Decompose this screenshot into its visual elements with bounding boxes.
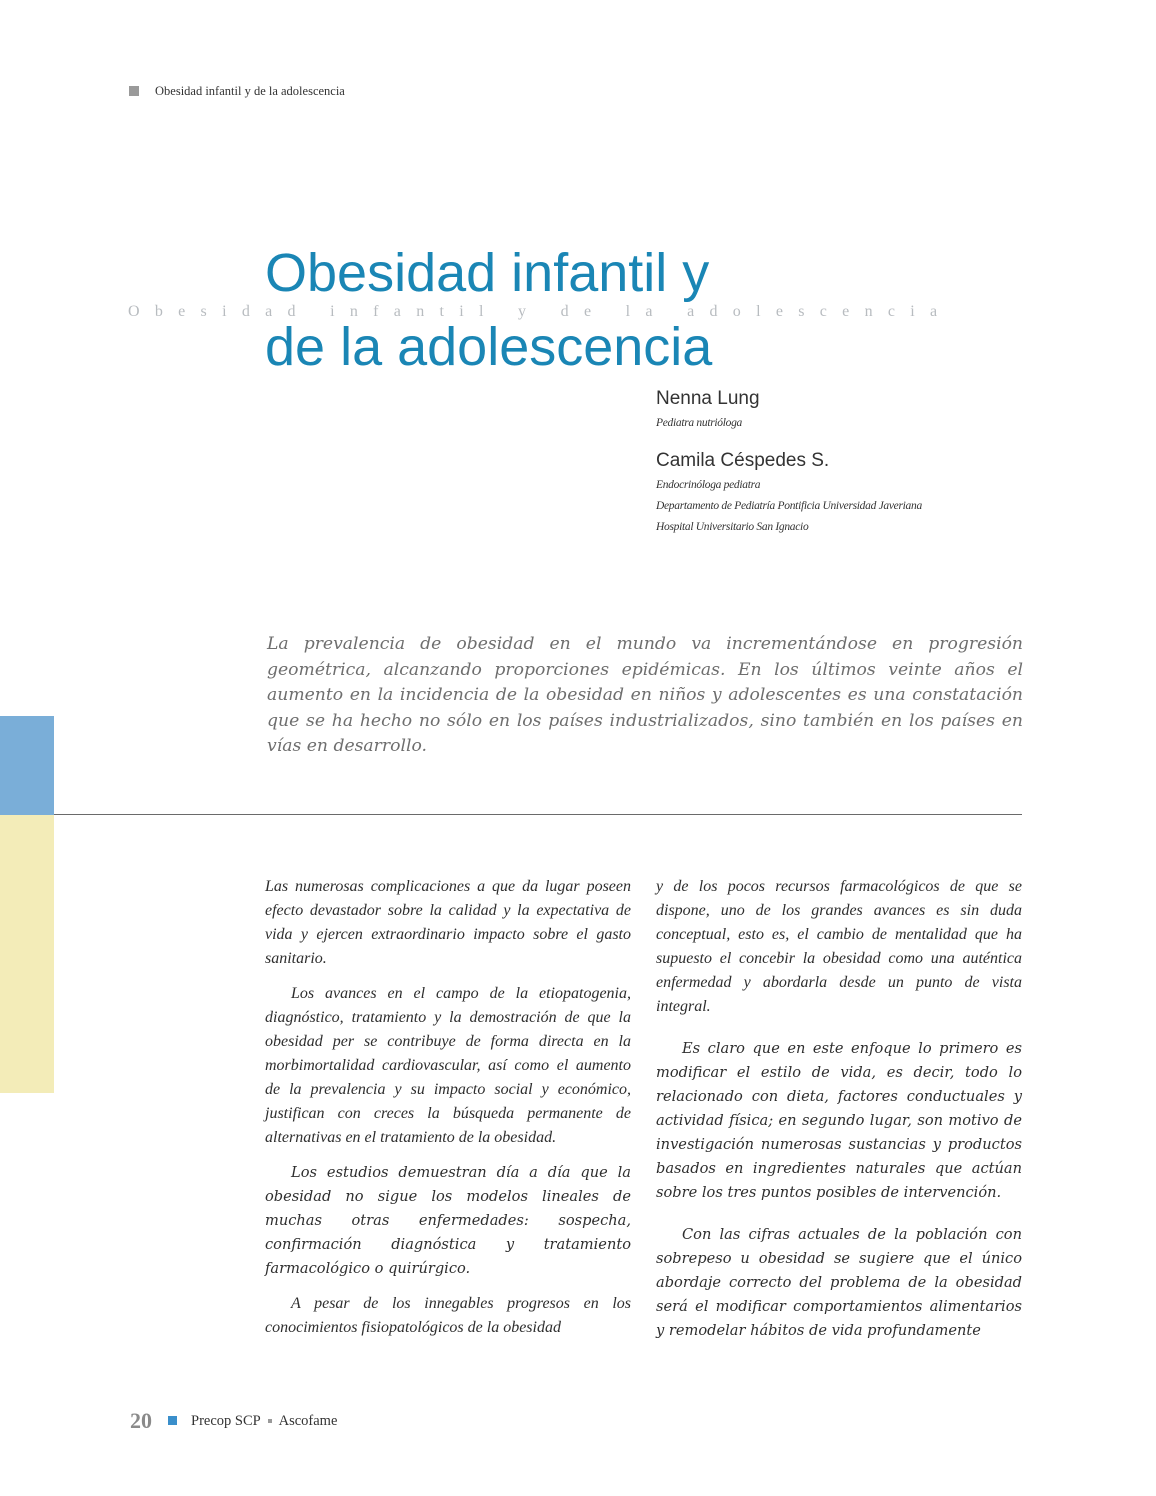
paragraph: y de los pocos recursos farmacológicos de que se dispone, uno de los grandes avances es sin duda conceptual, esto es, el cambio de mentalidad que ha supuesto el concebir la obesidad como una auténtica enfermedad y abordarla desde un punto de vista integral. bbox=[656, 878, 1022, 1015]
horizontal-rule bbox=[54, 814, 1022, 815]
abstract: La prevalencia de obesidad en el mundo va incrementándose en progresión geométrica, alcanzando proporciones epidémicas. En los últimos veinte años el aumento en la incidencia de la obesidad en niños y adolescentes es una constatación que se ha hecho no sólo en los países industrializados, sino también en los países en vías en desarrollo. bbox=[267, 634, 1023, 756]
article-title bbox=[265, 236, 965, 384]
author-name: Nenna Lung bbox=[656, 388, 760, 409]
author-block-2 bbox=[656, 450, 922, 538]
page-number: 20 bbox=[130, 1408, 152, 1433]
footer-bullet-icon bbox=[168, 1416, 177, 1425]
paragraph: Con las cifras actuales de la población con sobrepeso u obesidad se sugiere que el único abordaje correcto del problema de la obesidad será el modificar comportamientos alimentarios y remodelar hábitos de vida profundamente bbox=[656, 1226, 1022, 1339]
title-line-1: Obesidad infantil y bbox=[265, 243, 710, 303]
running-header: Obesidad infantil y de la adolescencia bbox=[155, 84, 345, 98]
publication-name: Precop SCP bbox=[191, 1413, 261, 1429]
author-affiliation: Departamento de Pediatría Pontificia Universidad Javeriana bbox=[656, 500, 922, 512]
side-color-bar-yellow bbox=[0, 815, 54, 1093]
paragraph: Las numerosas complicaciones a que da lugar poseen efecto devastador sobre la calidad y la expectativa de vida y ejercen extraordinario impacto sobre el gasto sanitario. bbox=[265, 878, 631, 967]
author-block-1 bbox=[656, 388, 760, 434]
paragraph: A pesar de los innegables progresos en los conocimientos fisiopatológicos de la obesidad bbox=[265, 1295, 631, 1336]
publisher-name: Ascofame bbox=[278, 1413, 338, 1429]
body-column-left bbox=[265, 875, 631, 1351]
body-column-right bbox=[656, 875, 1022, 1354]
title-line-2: de la adolescencia bbox=[265, 317, 713, 377]
paragraph: Los estudios demuestran día a día que la obesidad no sigue los modelos lineales de muchas otras enfermedades: sospecha, confirmación diagnóstica y tratamiento farmacológico o quirúrgico. bbox=[265, 1164, 631, 1277]
side-color-bar-blue bbox=[0, 716, 54, 815]
paragraph: Los avances en el campo de la etiopatogenia, diagnóstico, tratamiento y la demostración de que la obesidad per se contribuye de forma directa en la morbimortalidad cardiovascular, así como el aumento de la prevalencia y su impacto social y económico, justifican con creces la búsqueda permanente de alternativas en el tratamiento de la obesidad. bbox=[265, 985, 631, 1146]
author-name: Camila Céspedes S. bbox=[656, 450, 830, 471]
paragraph: Es claro que en este enfoque lo primero es modificar el estilo de vida, es decir, todo lo relacionado con dieta, factores conductuales y actividad física; en segundo lugar, son motivo de investigación numerosas sustancias y productos basados en ingredientes naturales que actúan sobre los tres puntos posibles de intervención. bbox=[656, 1040, 1022, 1201]
author-affiliation: Hospital Universitario San Ignacio bbox=[656, 521, 809, 533]
author-role: Pediatra nutrióloga bbox=[656, 417, 742, 429]
footer-publication bbox=[191, 1413, 337, 1430]
author-role: Endocrinóloga pediatra bbox=[656, 479, 761, 491]
header-bullet-icon bbox=[129, 86, 139, 96]
separator-dot-icon bbox=[268, 1419, 272, 1423]
watermark-text: Obesidad infantil y de la adolescencia bbox=[128, 303, 953, 320]
